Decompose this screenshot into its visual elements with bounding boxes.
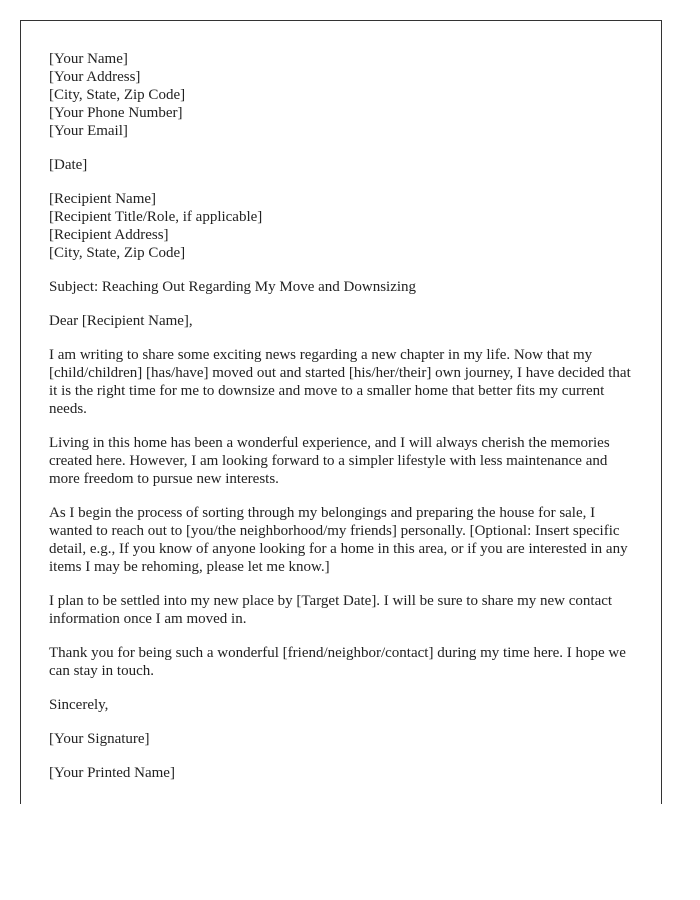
sender-email: [Your Email] xyxy=(49,123,128,139)
sender-block xyxy=(49,50,634,140)
body-paragraph: I am writing to share some exciting news regarding a new chapter in my life. Now that my [child/children] [has/have] moved out and started [his/her/their] own journey, I have decided that it is the right time for me to downsize and move to a smaller home that better fits my current needs. xyxy=(49,347,631,417)
recipient-name: [Recipient Name] xyxy=(49,191,157,207)
signature: [Your Signature] xyxy=(49,731,150,747)
body-paragraph: I plan to be settled into my new place by [Target Date]. I will be sure to share my new contact information once I am moved in. xyxy=(49,593,613,627)
sender-address: [Your Address] xyxy=(49,69,141,85)
body-paragraph: As I begin the process of sorting through my belongings and preparing the house for sale, I wanted to reach out to [you/the neighborhood/my friends] personally. [Optional: Insert specific detail, e.g., If you know of anyone looking for a home in this area, or if you are interested in any items I may be rehoming, please let me know.] xyxy=(49,505,628,575)
body-paragraph: Thank you for being such a wonderful [friend/neighbor/contact] during my time here. I hope we can stay in touch. xyxy=(49,645,626,679)
recipient-title: [Recipient Title/Role, if applicable] xyxy=(49,209,263,225)
date: [Date] xyxy=(49,157,88,173)
subject-line: Subject: Reaching Out Regarding My Move and Downsizing xyxy=(49,279,417,295)
closing: Sincerely, xyxy=(49,697,109,713)
recipient-city: [City, State, Zip Code] xyxy=(49,245,186,261)
salutation: Dear [Recipient Name], xyxy=(49,313,193,329)
printed-name: [Your Printed Name] xyxy=(49,765,175,781)
sender-phone: [Your Phone Number] xyxy=(49,105,183,121)
recipient-address: [Recipient Address] xyxy=(49,227,169,243)
recipient-block xyxy=(49,190,634,262)
sender-city: [City, State, Zip Code] xyxy=(49,87,186,103)
letter-document xyxy=(20,20,662,804)
body-paragraph: Living in this home has been a wonderful experience, and I will always cherish the memories created here. However, I am looking forward to a simpler lifestyle with less maintenance and more freedom to pursue new interests. xyxy=(49,435,610,487)
sender-name: [Your Name] xyxy=(49,51,128,67)
